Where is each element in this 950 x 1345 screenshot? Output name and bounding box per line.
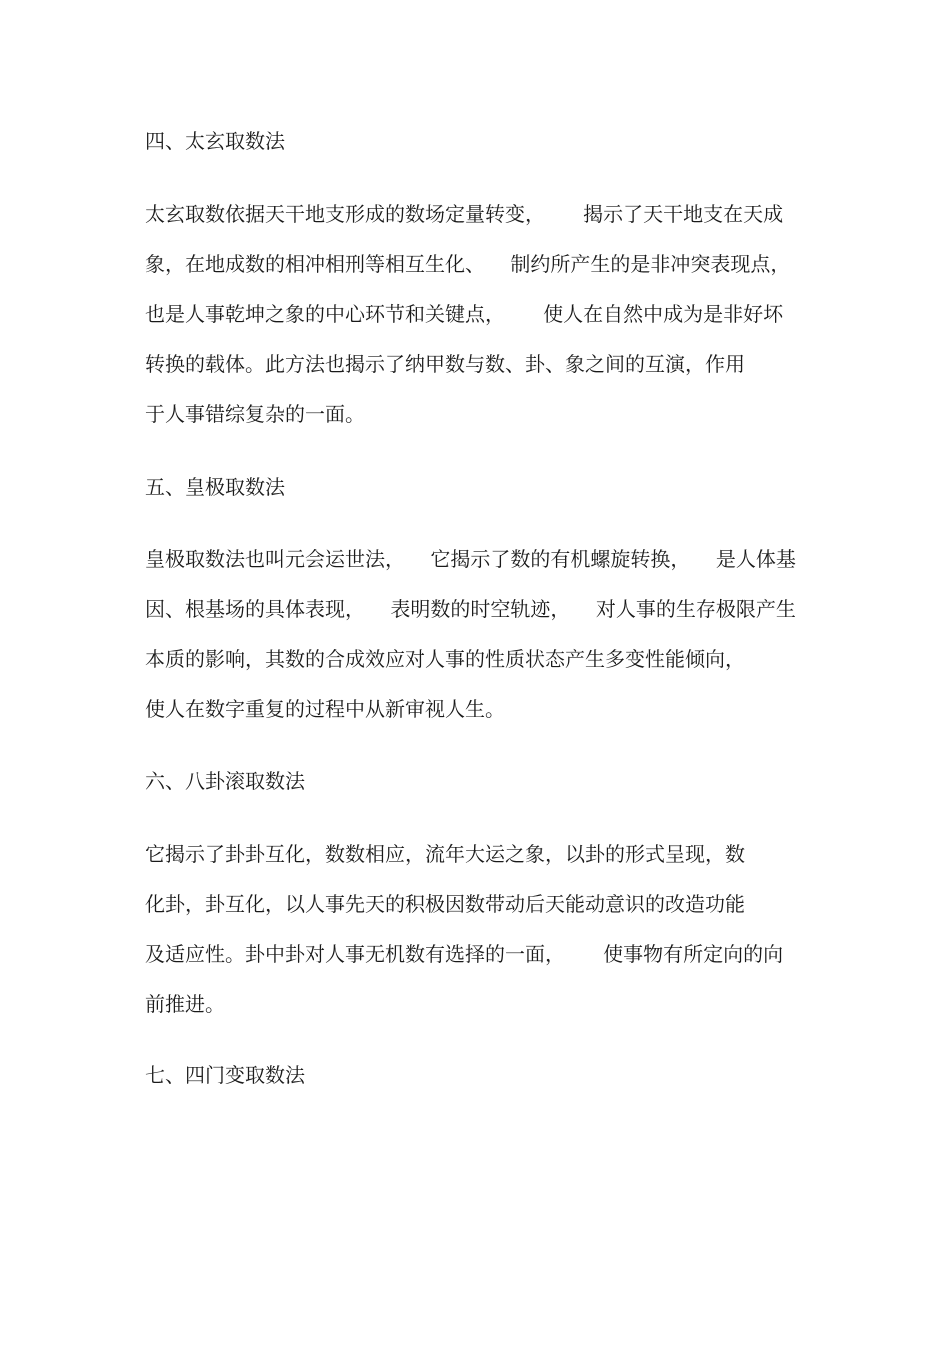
paragraph-line: 象，在地成数的相冲相刑等相互生化、 制约所产生的是非冲突表现点， (145, 252, 791, 276)
paragraph-line: 化卦，卦互化，以人事先天的积极因数带动后天能动意识的改造功能 (145, 892, 745, 916)
paragraph-line: 转换的载体。此方法也揭示了纳甲数与数、卦、象之间的互演，作用 (145, 352, 745, 376)
section-heading-6: 六、八卦滚取数法 (145, 769, 305, 793)
paragraph-line: 及适应性。卦中卦对人事无机数有选择的一面， 使事物有所定向的向 (145, 942, 784, 966)
paragraph-line: 皇极取数法也叫元会运世法， 它揭示了数的有机螺旋转换， 是人体基 (145, 547, 796, 571)
section-heading-5: 五、皇极取数法 (145, 475, 285, 499)
section-heading-4: 四、太玄取数法 (145, 129, 285, 153)
paragraph-line: 本质的影响，其数的合成效应对人事的性质状态产生多变性能倾向， (145, 647, 745, 671)
paragraph-line: 也是人事乾坤之象的中心环节和关键点， 使人在自然中成为是非好坏 (145, 302, 784, 326)
paragraph-line: 它揭示了卦卦互化，数数相应，流年大运之象，以卦的形式呈现，数 (145, 842, 745, 866)
paragraph-line: 使人在数字重复的过程中从新审视人生。 (145, 697, 505, 721)
section-heading-7: 七、四门变取数法 (145, 1063, 305, 1087)
paragraph-line: 太玄取数依据天干地支形成的数场定量转变， 揭示了天干地支在天成 (145, 202, 784, 226)
paragraph-line: 前推进。 (145, 992, 225, 1016)
paragraph-line: 因、根基场的具体表现， 表明数的时空轨迹， 对人事的生存极限产生 (145, 597, 796, 621)
paragraph-line: 于人事错综复杂的一面。 (145, 402, 365, 426)
